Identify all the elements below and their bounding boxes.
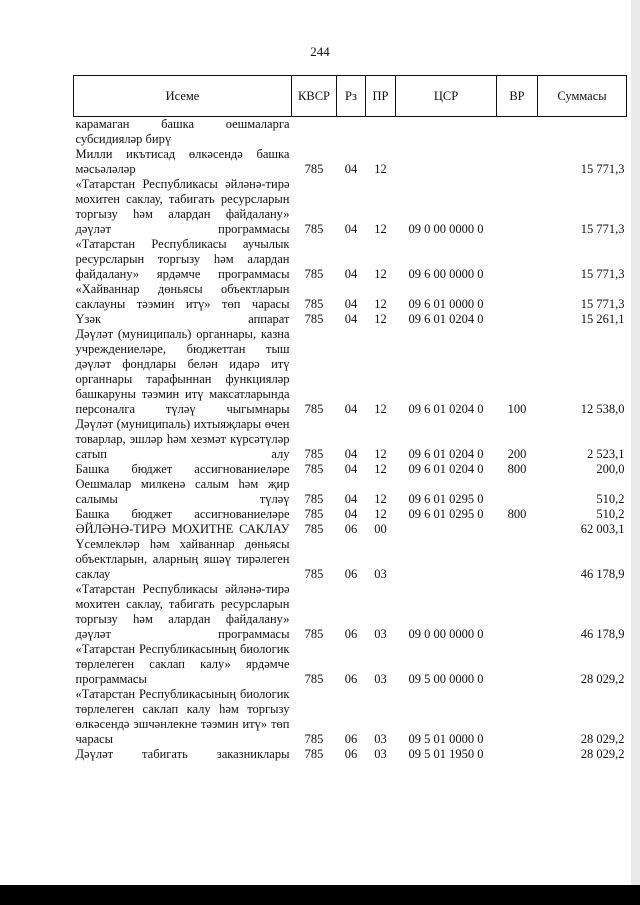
cell-vr: [497, 537, 538, 582]
cell-name: Үзәк аппарат: [75, 312, 290, 326]
cell-rz: 04: [344, 447, 358, 461]
table-row: [74, 417, 627, 462]
table-row: [74, 642, 627, 687]
cell-kvsr: 785: [304, 402, 324, 416]
cell-name: «Татарстан Республикасы әйләнә-тирә мохитен саклау, табигать ресурсларын торгызу һәм алардан файдалану» дәүләт программасы: [75, 177, 290, 236]
cell-rz: 04: [344, 267, 358, 281]
cell-pr: 12: [374, 447, 387, 461]
header-vr: ВР: [497, 76, 538, 117]
table-row: [74, 537, 627, 582]
cell-rz: 04: [344, 312, 358, 326]
cell-sum: 12 538,0: [580, 402, 625, 416]
table-header-row: [74, 76, 627, 117]
cell-kvsr: 785: [304, 522, 324, 536]
cell-sum: [538, 117, 627, 148]
cell-sum: 15 771,3: [580, 222, 625, 236]
cell-csr: [396, 522, 497, 537]
cell-kvsr: 785: [304, 492, 324, 506]
cell-rz: 04: [344, 462, 358, 476]
cell-vr: [497, 117, 538, 148]
cell-csr: 09 6 01 0204 0: [408, 402, 484, 416]
cell-name: «Татарстан Республикасының биологик төрлелеген саклап калу» ярдәмче программасы: [75, 642, 290, 686]
table-row: [74, 522, 627, 537]
cell-csr: 09 6 01 0204 0: [408, 462, 484, 476]
cell-kvsr: 785: [304, 567, 324, 581]
cell-vr: [497, 582, 538, 642]
cell-rz: [337, 117, 366, 148]
cell-name: «Татарстан Республикасының биологик төрлелеген саклап калу һәм торгызу өлкәсендә эшчәнлекне тәэмин итү» төп чарасы: [75, 687, 290, 746]
table-row: [74, 147, 627, 177]
cell-vr: [497, 642, 538, 687]
cell-pr: 00: [374, 522, 387, 536]
cell-name: Дәүләт (муниципаль) ихтыяҗлары өчен товарлар, эшләр һәм хезмәт күрсәтүләр сатып алу: [75, 417, 290, 461]
table-row: [74, 327, 627, 417]
cell-csr: 09 5 01 0000 0: [408, 732, 484, 746]
cell-csr: [396, 147, 497, 177]
cell-rz: 04: [344, 222, 358, 236]
header-csr: ЦСР: [396, 76, 497, 117]
cell-name: карамаган башка оешмаларга субсидияләр бирү: [75, 117, 290, 146]
cell-kvsr: 785: [304, 747, 324, 761]
cell-name: Дәүләт табигать заказниклары: [75, 747, 290, 761]
cell-sum: 15 771,3: [580, 267, 625, 281]
cell-csr: 09 6 01 0204 0: [408, 312, 484, 326]
cell-vr: [497, 477, 538, 507]
cell-name: «Татарстан Республикасы әйләнә-тирә мохитен саклау, табигать ресурсларын торгызу һәм алардан файдалану» дәүләт программасы: [75, 582, 290, 641]
cell-kvsr: [292, 117, 337, 148]
cell-vr: [497, 282, 538, 312]
table-row: [74, 237, 627, 282]
cell-pr: 12: [374, 402, 387, 416]
header-kvsr: КВСР: [292, 76, 337, 117]
cell-csr: 09 5 00 0000 0: [408, 672, 484, 686]
cell-csr: 09 6 00 0000 0: [408, 267, 484, 281]
page-number: 244: [310, 44, 330, 59]
cell-csr: 09 6 01 0000 0: [408, 297, 484, 311]
cell-csr: 09 6 01 0295 0: [408, 507, 484, 521]
cell-rz: 04: [344, 507, 358, 521]
cell-csr: [396, 117, 497, 148]
cell-kvsr: 785: [304, 732, 324, 746]
cell-pr: 12: [374, 462, 387, 476]
header-pr: ПР: [366, 76, 396, 117]
cell-pr: 12: [374, 312, 387, 326]
cell-name: Үсемлекләр һәм хайваннар дөньясы объектларын, аларның яшәү тирәлеген саклау: [75, 537, 290, 581]
cell-pr: 12: [374, 492, 387, 506]
cell-kvsr: 785: [304, 462, 324, 476]
cell-csr: [396, 537, 497, 582]
cell-sum: 28 029,2: [580, 732, 625, 746]
cell-pr: 12: [374, 507, 387, 521]
cell-sum: 200,0: [596, 462, 625, 476]
cell-sum: 15 771,3: [580, 297, 625, 311]
cell-kvsr: 785: [304, 507, 324, 521]
cell-vr: [497, 747, 538, 762]
table-row: [74, 477, 627, 507]
cell-name: Дәүләт (муниципаль) органнары, казна учреждениеләре, бюджеттан тыш дәүләт фондлары белән идарә итү органнары тарафыннан функцияләр башкаруны тәэмин итү максатларында персоналга түләү чыгымнары: [75, 327, 290, 416]
cell-vr: 800: [507, 462, 527, 476]
cell-kvsr: 785: [304, 162, 324, 176]
cell-pr: 03: [374, 732, 387, 746]
cell-kvsr: 785: [304, 447, 324, 461]
scan-bottom-edge: [0, 885, 640, 905]
table-row: [74, 687, 627, 747]
cell-vr: 800: [507, 507, 527, 521]
cell-rz: 04: [344, 162, 358, 176]
cell-vr: 200: [507, 447, 527, 461]
cell-name: Оешмалар милкенә салым һәм җир салымы түләү: [75, 477, 290, 506]
cell-rz: 06: [344, 567, 358, 581]
cell-pr: 03: [374, 627, 387, 641]
cell-sum: 46 178,9: [580, 567, 625, 581]
cell-vr: [497, 312, 538, 327]
table-row: [74, 177, 627, 237]
cell-vr: [497, 177, 538, 237]
cell-kvsr: 785: [304, 297, 324, 311]
cell-sum: 15 771,3: [580, 162, 625, 176]
cell-pr: 12: [374, 267, 387, 281]
table-row: [74, 582, 627, 642]
header-sum: Суммасы: [538, 76, 627, 117]
cell-sum: 28 029,2: [580, 672, 625, 686]
cell-rz: 06: [344, 732, 358, 746]
table-row: [74, 312, 627, 327]
cell-vr: [497, 237, 538, 282]
budget-table: [73, 75, 627, 762]
cell-rz: 06: [344, 747, 358, 761]
scan-edge: [631, 0, 640, 905]
cell-rz: 04: [344, 297, 358, 311]
cell-pr: 12: [374, 297, 387, 311]
cell-csr: 09 6 01 0204 0: [408, 447, 484, 461]
cell-kvsr: 785: [304, 627, 324, 641]
cell-rz: 06: [344, 672, 358, 686]
cell-vr: [497, 522, 538, 537]
cell-sum: 15 261,1: [580, 312, 625, 326]
table-row: [74, 117, 627, 148]
cell-pr: 12: [374, 162, 387, 176]
cell-name: Милли икътисад өлкәсендә башка мәсьәләләр: [75, 147, 290, 176]
table-row: [74, 507, 627, 522]
cell-vr: [497, 147, 538, 177]
cell-csr: 09 0 00 0000 0: [408, 222, 484, 236]
table-row: [74, 282, 627, 312]
cell-kvsr: 785: [304, 267, 324, 281]
cell-name: «Хайваннар дөньясы объектларын саклауны тәэмин итү» төп чарасы: [75, 282, 290, 311]
cell-rz: 06: [344, 627, 358, 641]
cell-kvsr: 785: [304, 672, 324, 686]
cell-vr: [497, 687, 538, 747]
cell-name: Башка бюджет ассигнованиеләре: [75, 462, 290, 476]
header-name: Исеме: [74, 76, 292, 117]
cell-pr: 03: [374, 567, 387, 581]
cell-sum: 46 178,9: [580, 627, 625, 641]
cell-csr: 09 5 01 1950 0: [408, 747, 484, 761]
header-rz: Рз: [337, 76, 366, 117]
cell-rz: 04: [344, 402, 358, 416]
cell-pr: [366, 117, 396, 148]
cell-sum: 510,2: [596, 492, 625, 506]
cell-name: Башка бюджет ассигнованиеләре: [75, 507, 290, 521]
table-row: [74, 462, 627, 477]
cell-vr: 100: [507, 402, 527, 416]
cell-name: «Татарстан Республикасы аучылык ресурсларын торгызу һәм алардан файдалану» ярдәмче программасы: [75, 237, 290, 281]
table-row: [74, 747, 627, 762]
cell-sum: 28 029,2: [580, 747, 625, 761]
cell-csr: 09 6 01 0295 0: [408, 492, 484, 506]
cell-sum: 2 523,1: [587, 447, 625, 461]
cell-name: ӘЙЛӘНӘ-ТИРӘ МОХИТНЕ САКЛАУ: [75, 522, 290, 536]
cell-sum: 62 003,1: [580, 522, 625, 536]
cell-kvsr: 785: [304, 312, 324, 326]
cell-kvsr: 785: [304, 222, 324, 236]
cell-sum: 510,2: [596, 507, 625, 521]
table-body: [74, 117, 627, 763]
cell-pr: 12: [374, 222, 387, 236]
cell-pr: 03: [374, 747, 387, 761]
cell-rz: 04: [344, 492, 358, 506]
cell-csr: 09 0 00 0000 0: [408, 627, 484, 641]
cell-pr: 03: [374, 672, 387, 686]
cell-rz: 06: [344, 522, 358, 536]
